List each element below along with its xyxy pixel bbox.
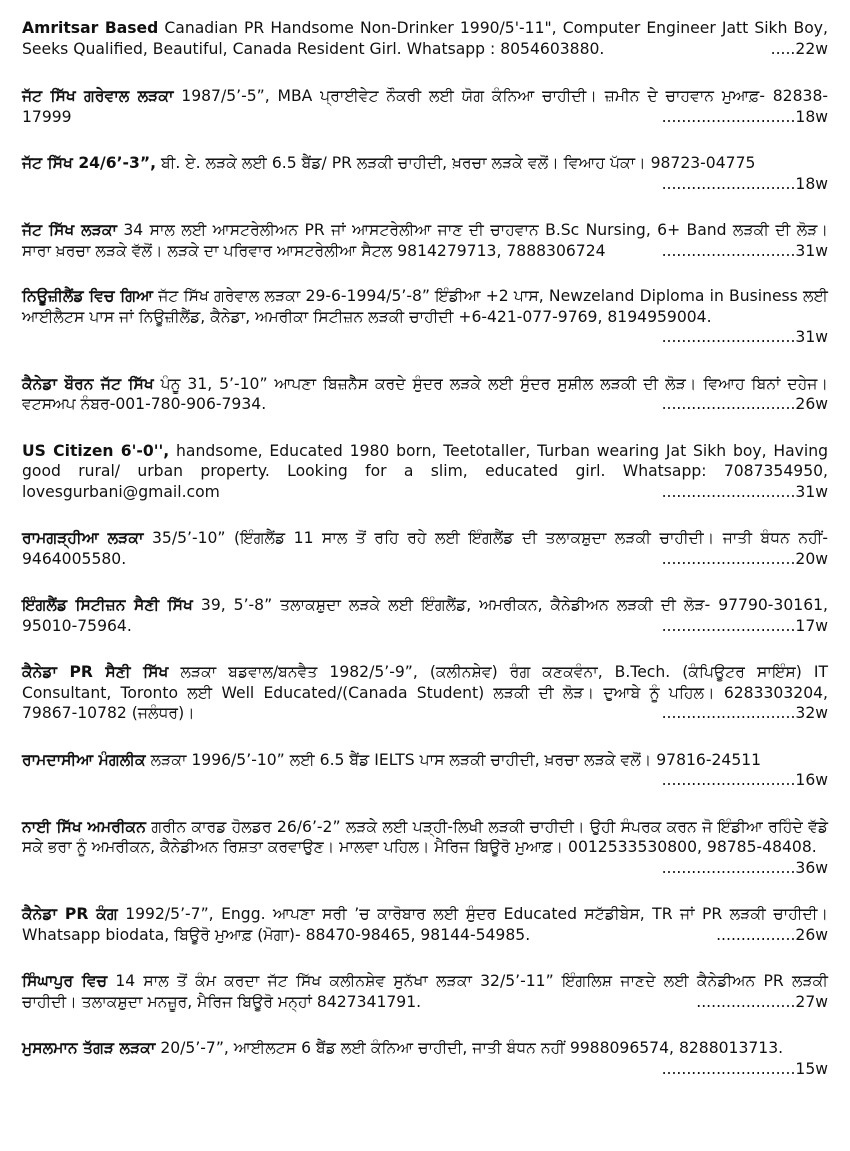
ad-text: Canadian PR Handsome Non-Drinker 1990/5'-11", Computer Engineer Jatt Sikh Boy, Seeks Qualified, Beautiful, Canada Resident Girl. Whatsapp : 8054603880. bbox=[22, 19, 828, 58]
ad-word-count: ....................27w bbox=[696, 992, 828, 1011]
ad-word-count: ...........................31w bbox=[661, 482, 828, 501]
ad-11 bbox=[22, 750, 828, 791]
ad-5 bbox=[22, 286, 828, 348]
ad-word-count: ...........................31w bbox=[661, 241, 828, 260]
ad-text: 39, 5’-8” ਤਲਾਕਸ਼ੁਦਾ ਲੜਕੇ ਲਈ ਇੰਗਲੈਂਡ, ਅਮਰੀਕਨ, ਕੈਨੇਡੀਅਨ ਲੜਕੀ ਦੀ ਲੋੜ- 97790-30161, 95010-75964. bbox=[22, 596, 828, 635]
classified-ads-page bbox=[22, 18, 828, 1079]
ad-word-count: ...........................18w bbox=[661, 107, 828, 126]
ad-9 bbox=[22, 595, 828, 636]
ad-word-count: ...........................16w bbox=[661, 771, 828, 789]
ad-10 bbox=[22, 662, 828, 724]
ad-word-count: ...........................32w bbox=[661, 704, 828, 722]
ad-word-count: ...........................15w bbox=[661, 1059, 828, 1078]
ad-word-count: ................26w bbox=[716, 925, 828, 944]
ad-heading: US Citizen 6'-0'', bbox=[22, 441, 170, 460]
ad-heading: ਇੰਗਲੈਂਡ ਸਿਟੀਜ਼ਨ ਸੈਣੀ ਸਿੱਖ bbox=[22, 596, 193, 614]
ad-text: ਜੱਟ ਸਿੱਖ ਗਰੇਵਾਲ ਲੜਕਾ 29-6-1994/5’-8” ਇੰਡੀਆ +2 ਪਾਸ, Newzeland Diploma in Business ਲਈ ਆਈਲੈਟਸ ਪਾਸ ਜਾਂ ਨਿਊਜ਼ੀਲੈਂਡ, ਕੈਨੇਡਾ, ਅਮਰੀਕਾ ਸਿਟੀਜ਼ਨ ਲੜਕੀ ਚਾਹੀਦੀ +6-421-077-9769, 8194959004. bbox=[22, 287, 828, 326]
ad-word-count: ...........................17w bbox=[661, 616, 828, 635]
ad-heading: ਰਾਮਦਾਸੀਆ ਮੰਗਲੀਕ bbox=[22, 750, 146, 769]
ad-text: 20/5’-7”, ਆਈਲਟਸ 6 ਬੈਂਡ ਲਈ ਕੰਨਿਆ ਚਾਹੀਦੀ, ਜਾਤੀ ਬੰਧਨ ਨਹੀਂ 9988096574, 8288013713. bbox=[155, 1039, 784, 1057]
ad-14 bbox=[22, 971, 828, 1012]
ad-4 bbox=[22, 220, 828, 261]
ad-2 bbox=[22, 86, 828, 127]
ad-text: ਪੰਨੂ 31, 5’-10” ਆਪਣਾ ਬਿਜ਼ਨੈੱਸ ਕਰਦੇ ਸੁੰਦਰ ਲੜਕੇ ਲਈ ਸੁੰਦਰ ਸੁਸ਼ੀਲ ਲੜਕੀ ਦੀ ਲੋੜ। ਵਿਆਹ ਬਿਨਾਂ ਦਹੇਜ। ਵਟਸਅਪ ਨੰਬਰ-001-780-906-7934. bbox=[22, 374, 828, 413]
ad-heading: ਜੱਟ ਸਿੱਖ ਲੜਕਾ bbox=[22, 221, 117, 239]
ad-word-count: .....22w bbox=[770, 39, 828, 58]
ad-15 bbox=[22, 1038, 828, 1079]
ad-8 bbox=[22, 528, 828, 569]
ad-7 bbox=[22, 441, 828, 503]
ad-word-count: ...........................31w bbox=[661, 328, 828, 346]
ad-word-count: ...........................20w bbox=[661, 549, 828, 568]
ad-1 bbox=[22, 18, 828, 59]
ad-13 bbox=[22, 904, 828, 945]
ad-heading: ਕੈਨੇਡਾ ਬੌਰਨ ਜੱਟ ਸਿੱਖ bbox=[22, 374, 154, 393]
ad-word-count: ...........................26w bbox=[661, 395, 828, 413]
ad-text: 1987/5’-5”, MBA ਪ੍ਰਾਈਵੇਟ ਨੌਕਰੀ ਲਈ ਯੋਗ ਕੰਨਿਆ ਚਾਹੀਦੀ। ਜ਼ਮੀਨ ਦੇ ਚਾਹਵਾਨ ਮੁਆਫ਼- 82838-17999 bbox=[22, 87, 828, 126]
ad-text: handsome, Educated 1980 born, Teetotaller, Turban wearing Jat Sikh boy, Having good rural/ urban property. Looking for a slim, educated girl. Whatsapp: 7087354950, lovesgurbani@gmail.com bbox=[22, 441, 828, 501]
ad-text: ਲੜਕਾ 1996/5’-10” ਲਈ 6.5 ਬੈਂਡ IELTS ਪਾਸ ਲੜਕੀ ਚਾਹੀਦੀ, ਖ਼ਰਚਾ ਲੜਕੇ ਵਲੋਂ। 97816-24511 bbox=[145, 750, 762, 769]
ad-heading: ਕੈਨੇਡਾ PR ਕੰਗ bbox=[22, 905, 118, 923]
ad-text: ਗਰੀਨ ਕਾਰਡ ਹੋਲਡਰ 26/6’-2” ਲੜਕੇ ਲਈ ਪੜ੍ਹੀ-ਲਿਖੀ ਲੜਕੀ ਚਾਹੀਦੀ। ਉਹੀ ਸੰਪਰਕ ਕਰਨ ਜੋ ਇੰਡੀਆ ਰਹਿੰਦੇ ਵੱਡੇ ਸਕੇ ਭਰਾ ਨੂੰ ਅਮਰੀਕਨ, ਕੈਨੇਡੀਅਨ ਰਿਸ਼ਤਾ ਕਰਵਾਉਣ। ਮਾਲਵਾ ਪਹਿਲ। ਮੈਰਿਜ ਬਿਊਰੋ ਮੁਆਫ਼। 0012533530800, 98785-48408. bbox=[22, 817, 828, 856]
ad-heading: ਨਾਈ ਸਿੱਖ ਅਮਰੀਕਨ bbox=[22, 817, 146, 836]
ad-12 bbox=[22, 817, 828, 879]
ad-3 bbox=[22, 153, 828, 194]
ad-word-count: ...........................36w bbox=[661, 858, 828, 877]
ad-heading: ਜੱਟ ਸਿੱਖ ਗਰੇਵਾਲ ਲੜਕਾ bbox=[22, 87, 174, 105]
ad-heading: Amritsar Based bbox=[22, 19, 159, 37]
ad-heading: ਰਾਮਗੜ੍ਹੀਆ ਲੜਕਾ bbox=[22, 529, 144, 547]
ad-heading: ਸਿੰਘਾਪੁਰ ਵਿਚ bbox=[22, 972, 108, 990]
ad-6 bbox=[22, 374, 828, 415]
ad-heading: ਨਿਊਜ਼ੀਲੈਂਡ ਵਿਚ ਗਿਆ bbox=[22, 287, 154, 305]
ad-word-count: ...........................18w bbox=[661, 174, 828, 193]
ad-text: 1992/5’-7”, Engg. ਆਪਣਾ ਸਰੀ ’ਚ ਕਾਰੋਬਾਰ ਲਈ ਸੁੰਦਰ Educated ਸਟੱਡੀਬੇਸ, TR ਜਾਂ PR ਲੜਕੀ ਚਾਹੀਦੀ। Whatsapp biodata, ਬਿਊਰੋ ਮੁਆਫ਼ (ਮੋਗਾ)- 88470-98465, 98144-54985. bbox=[22, 905, 828, 944]
ad-text: ਲੜਕਾ ਬਡਵਾਲ/ਬਨਵੈਤ 1982/5’-9”, (ਕਲੀਨਸ਼ੇਵ) ਰੰਗ ਕਣਕਵੰਨਾ, B.Tech. (ਕੰਪਿਊਟਰ ਸਾਇੰਸ) IT Consultant, Toronto ਲਈ Well Educated/(Canada Student) ਲੜਕੀ ਦੀ ਲੋੜ। ਦੁਆਬੇ ਨੂੰ ਪਹਿਲ। 6283303204, 79867-10782 (ਜਲੰਧਰ)। bbox=[22, 663, 828, 722]
ad-heading: ਮੁਸਲਮਾਨ ਤੱਗੜ ਲੜਕਾ bbox=[22, 1039, 156, 1057]
ad-text: 14 ਸਾਲ ਤੋਂ ਕੰਮ ਕਰਦਾ ਜੱਟ ਸਿੱਖ ਕਲੀਨਸ਼ੇਵ ਸੁਨੱਖਾ ਲੜਕਾ 32/5’-11” ਇੰਗਲਿਸ਼ ਜਾਣਦੇ ਲਈ ਕੈਨੇਡੀਅਨ PR ਲੜਕੀ ਚਾਹੀਦੀ। ਤਲਾਕਸ਼ੁਦਾ ਮਨਜ਼ੂਰ, ਮੈਰਿਜ ਬਿਊਰੋ ਮਨ੍ਹਾਂ 8427341791. bbox=[22, 972, 828, 1011]
ad-text: 34 ਸਾਲ ਲਈ ਆਸਟਰੇਲੀਅਨ PR ਜਾਂ ਆਸਟਰੇਲੀਆ ਜਾਣ ਦੀ ਚਾਹਵਾਨ B.Sc Nursing, 6+ Band ਲੜਕੀ ਦੀ ਲੋੜ। ਸਾਰਾ ਖ਼ਰਚਾ ਲੜਕੇ ਵੱਲੋਂ। ਲੜਕੇ ਦਾ ਪਰਿਵਾਰ ਆਸਟਰੇਲੀਆ ਸੈਟਲ 9814279713, 7888306724 bbox=[22, 221, 828, 260]
ad-heading: ਜੱਟ ਸਿੱਖ 24/6’-3”, bbox=[22, 154, 156, 172]
ad-text: ਬੀ. ਏ. ਲੜਕੇ ਲਈ 6.5 ਬੈਂਡ/ PR ਲੜਕੀ ਚਾਹੀਦੀ, ਖ਼ਰਚਾ ਲੜਕੇ ਵਲੋਂ। ਵਿਆਹ ਪੱਕਾ। 98723-04775 bbox=[156, 154, 756, 172]
ad-heading: ਕੈਨੇਡਾ PR ਸੈਣੀ ਸਿੱਖ bbox=[22, 663, 169, 681]
ad-text: 35/5’-10” (ਇੰਗਲੈਂਡ 11 ਸਾਲ ਤੋਂ ਰਹਿ ਰਹੇ ਲਈ ਇੰਗਲੈਂਡ ਦੀ ਤਲਾਕਸ਼ੁਦਾ ਲੜਕੀ ਚਾਹੀਦੀ। ਜਾਤੀ ਬੰਧਨ ਨਹੀਂ- 9464005580. bbox=[22, 529, 828, 568]
